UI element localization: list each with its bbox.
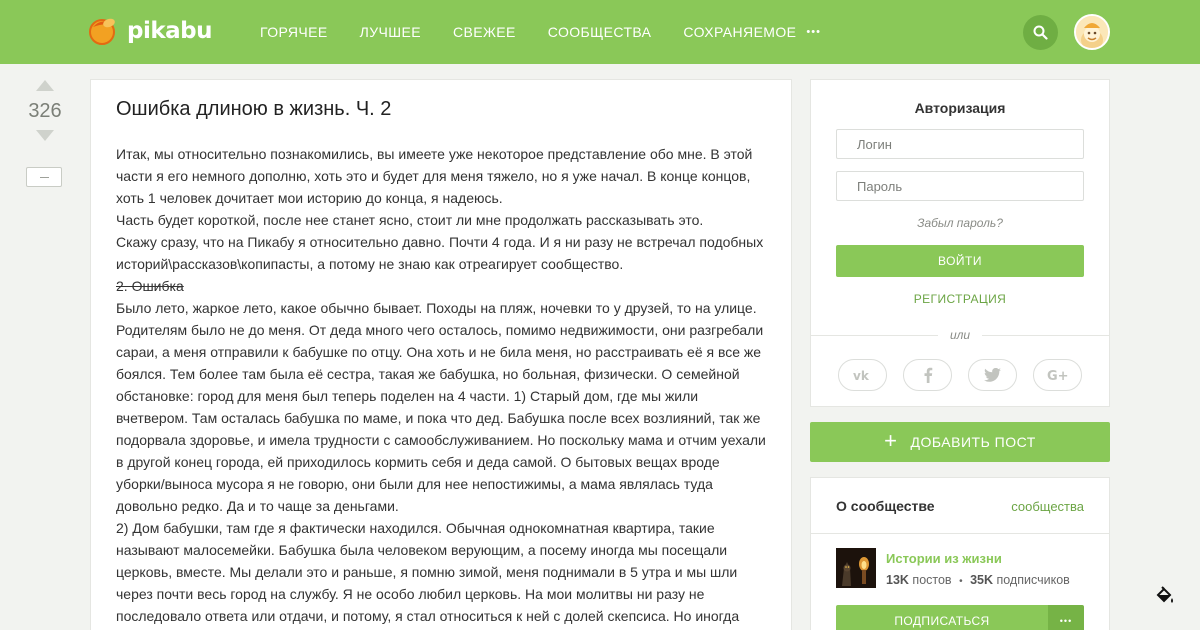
- more-dots-icon: •••: [1059, 616, 1073, 626]
- communities-link[interactable]: сообщества: [1011, 499, 1084, 514]
- subscribe-button[interactable]: ПОДПИСАТЬСЯ: [836, 605, 1048, 630]
- community-thumbnail[interactable]: [836, 548, 876, 588]
- google-login-button[interactable]: [1033, 359, 1082, 391]
- story-paragraph: Скажу сразу, что на Пикабу я относительно давно. Почти 4 года. И я ни разу не встречал подобных историй\рассказов\копипасты, а потому не знаю как отреагирует сообщество.: [116, 234, 764, 272]
- subscribers-count: 35K: [970, 573, 993, 587]
- story-card: [90, 79, 792, 630]
- password-field[interactable]: [836, 171, 1084, 201]
- stats-separator: •: [959, 576, 963, 587]
- main-nav: [260, 0, 821, 64]
- facebook-login-button[interactable]: [903, 359, 952, 391]
- community-stats: [886, 573, 1070, 587]
- posts-label: постов: [912, 573, 952, 587]
- rating-count: 326: [28, 100, 62, 122]
- add-post-button[interactable]: [810, 422, 1110, 462]
- user-avatar[interactable]: [1074, 14, 1110, 50]
- nav-best[interactable]: ЛУЧШЕЕ: [359, 24, 421, 40]
- pikabu-logo-icon: [89, 17, 117, 45]
- register-link[interactable]: РЕГИСТРАЦИЯ: [913, 292, 1007, 306]
- auth-title: Авторизация: [914, 100, 1006, 116]
- google-plus-icon: [1047, 368, 1069, 382]
- twitter-login-button[interactable]: [968, 359, 1017, 391]
- story-title[interactable]: Ошибка длиною в жизнь. Ч. 2: [116, 98, 392, 120]
- facebook-icon: [923, 367, 933, 383]
- posts-count: 13K: [886, 573, 909, 587]
- auth-panel: [810, 79, 1110, 407]
- vote-down-icon[interactable]: [36, 130, 54, 141]
- nav-communities[interactable]: СООБЩЕСТВА: [547, 24, 652, 40]
- plus-icon: +: [884, 428, 898, 453]
- pikabu-logo[interactable]: [89, 17, 212, 45]
- search-button[interactable]: [1023, 15, 1058, 50]
- logo-text: pikabu: [127, 18, 213, 44]
- story-rating: [20, 80, 70, 141]
- twitter-icon: [984, 368, 1001, 382]
- password-input[interactable]: [837, 172, 1083, 200]
- add-post-label: ДОБАВИТЬ ПОСТ: [910, 434, 1036, 450]
- story-body: [116, 143, 768, 627]
- community-header: [811, 478, 1109, 534]
- community-panel: [810, 477, 1110, 630]
- collapse-story-button[interactable]: [26, 167, 62, 187]
- svg-text:vk: vk: [852, 369, 869, 381]
- community-title: О сообществе: [836, 498, 935, 514]
- vote-up-icon[interactable]: [36, 80, 54, 91]
- story-strike-heading: 2. Ошибка: [116, 278, 184, 294]
- subscribe-more-button[interactable]: [1048, 605, 1084, 630]
- paint-bucket-icon[interactable]: [1155, 586, 1175, 606]
- or-label: или: [938, 328, 982, 342]
- vk-login-button[interactable]: [838, 359, 887, 391]
- login-button[interactable]: ВОЙТИ: [836, 245, 1084, 277]
- login-input[interactable]: [837, 130, 1083, 158]
- nav-hot[interactable]: ГОРЯЧЕЕ: [260, 24, 328, 40]
- vk-icon: [852, 369, 874, 381]
- search-icon: [1033, 25, 1048, 40]
- community-name[interactable]: Истории из жизни: [886, 551, 1002, 566]
- nav-more-icon[interactable]: •••: [806, 25, 821, 38]
- login-field[interactable]: [836, 129, 1084, 159]
- or-separator: [811, 326, 1109, 344]
- forgot-password-link[interactable]: Забыл пароль?: [917, 216, 1003, 230]
- svg-text:G+: G+: [1046, 369, 1069, 382]
- story-paragraph: 2) Дом бабушки, там где я фактически находился. Обычная однокомнатная квартира, такие называют малосемейки. Бабушка была человеком верующим, а посему иногда мы посещали церковь, вместе. Мы делали это и раньше, я помню зимой, меня поднимали в 5 утра и мы шли через почти весь город на службу. Я не особо любил церковь. На мои молитвы ни разу не последовало ответа или отдачи, и потому, я стал относиться к ней с долей скепсиса. Но иногда: [116, 520, 740, 624]
- story-paragraph: Часть будет короткой, после нее станет ясно, стоит ли мне продолжать рассказывать это.: [116, 212, 704, 228]
- story-paragraph: Было лето, жаркое лето, какое обычно бывает. Походы на пляж, ночевки то у друзей, то на улице. Родителям было не до меня. От деда много чего осталось, помимо недвижимости, они разгребали сараи, а меня отправили к бабушке по отцу. Она хоть и не била меня, но расстраивать её я все же боялся. Тем более там была её сестра, такая же бабушка, но больная, физически. О семейной обстановке: город для меня был теперь поделен на 4 части. 1) Старый дом, где мы жили вчетвером. Там осталась бабушка по маме, и пока что дед. Бабушка после всех возлияний, так же подорвала здоровье, и имела трудности с самообслуживанием. Но поскольку мама и отчим уехали в другой конец города, ей приходилось кормить себя и деда самой. О бытовых вещах вроде уборки/выноса мусора я не говорю, они были для нее непостижимы, а мама являлась туда довольно редко. Да и то чаще за деньгами.: [116, 300, 766, 514]
- story-paragraph: Итак, мы относительно познакомились, вы имеете уже некоторое представление обо мне. В этой части я его немного дополню, хоть это и будет для меня тяжело, но я уже начал. В конце концов, хоть 1 человек дочитает мои историю до конца, я надеюсь.: [116, 146, 753, 206]
- nav-saved[interactable]: СОХРАНЯЕМОЕ: [683, 24, 797, 40]
- subscribers-label: подписчиков: [996, 573, 1070, 587]
- nav-fresh[interactable]: СВЕЖЕЕ: [452, 24, 516, 40]
- top-header: [0, 0, 1200, 64]
- avatar-icon: [1076, 16, 1108, 48]
- community-image: [836, 548, 876, 588]
